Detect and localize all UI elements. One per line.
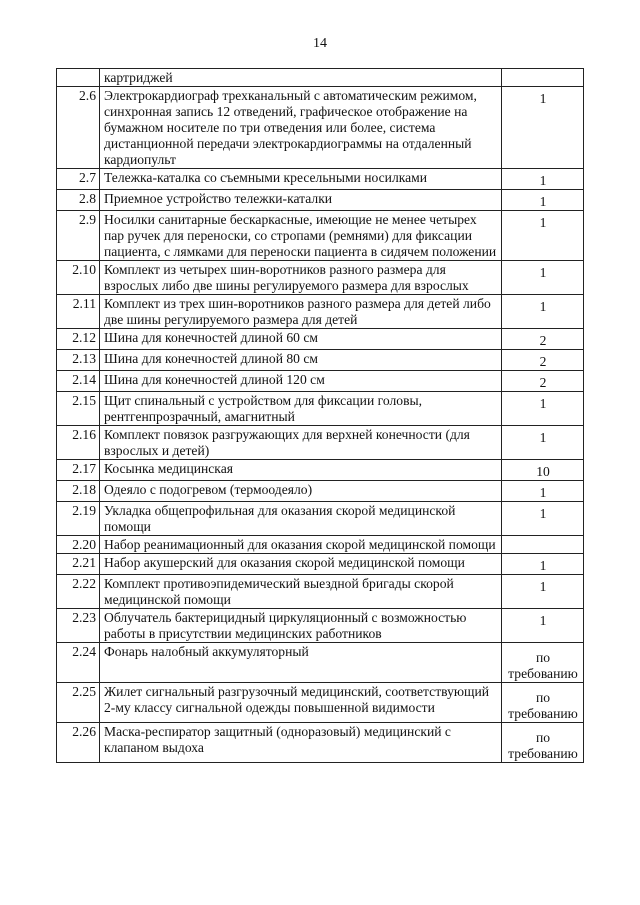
equipment-table-body: [57, 69, 584, 763]
item-quantity-cell: [502, 481, 584, 502]
item-quantity-cell: [502, 575, 584, 609]
item-name: Комплект повязок разгружающих для верхней конечности (для взрослых и детей): [100, 426, 502, 460]
item-quantity-cell: [502, 723, 584, 763]
item-number: 2.14: [57, 371, 100, 392]
item-number: 2.25: [57, 683, 100, 723]
item-quantity-cell: [502, 392, 584, 426]
item-name: Комплект из четырех шин-воротников разного размера для взрослых либо две шины регулируемого размера для взрослых: [100, 261, 502, 295]
item-quantity-cell: [502, 426, 584, 460]
item-quantity: 1: [539, 396, 547, 411]
item-quantity: 1: [539, 194, 547, 209]
table-row: [57, 683, 584, 723]
item-number: 2.26: [57, 723, 100, 763]
table-row: [57, 609, 584, 643]
item-name: Набор акушерский для оказания скорой медицинской помощи: [100, 554, 502, 575]
table-row: [57, 554, 584, 575]
item-name: Шина для конечностей длиной 80 см: [100, 350, 502, 371]
item-name: Шина для конечностей длиной 60 см: [100, 329, 502, 350]
item-name: Фонарь налобный аккумуляторный: [100, 643, 502, 683]
table-row: [57, 502, 584, 536]
item-number: 2.22: [57, 575, 100, 609]
table-row: [57, 190, 584, 211]
item-name: Облучатель бактерицидный циркуляционный с возможностью работы в присутствии медицинских работников: [100, 609, 502, 643]
table-row: [57, 460, 584, 481]
item-number: 2.8: [57, 190, 100, 211]
item-quantity: 2: [539, 375, 547, 390]
item-number: 2.12: [57, 329, 100, 350]
table-row: [57, 392, 584, 426]
item-name: Комплект противоэпидемический выездной бригады скорой медицинской помощи: [100, 575, 502, 609]
item-quantity-cell: [502, 190, 584, 211]
item-number: 2.24: [57, 643, 100, 683]
item-name: Щит спинальный с устройством для фиксации головы, рентгенпрозрачный, амагнитный: [100, 392, 502, 426]
item-number: 2.23: [57, 609, 100, 643]
item-quantity: 1: [539, 558, 547, 573]
item-name: Шина для конечностей длиной 120 см: [100, 371, 502, 392]
item-quantity: 1: [539, 299, 547, 314]
item-quantity-cell: [502, 502, 584, 536]
item-quantity-cell: [502, 609, 584, 643]
item-name: Комплект из трех шин-воротников разного размера для детей либо две шины регулируемого размера для детей: [100, 295, 502, 329]
item-name: Набор реанимационный для оказания скорой медицинской помощи: [100, 536, 502, 554]
table-row: [57, 169, 584, 190]
item-number: 2.20: [57, 536, 100, 554]
item-quantity: 2: [539, 333, 547, 348]
item-quantity: 1: [539, 613, 547, 628]
item-number: 2.17: [57, 460, 100, 481]
item-name: Маска-респиратор защитный (одноразовый) медицинский с клапаном выдоха: [100, 723, 502, 763]
item-quantity-cell: [502, 169, 584, 190]
item-quantity-cell: [502, 536, 584, 554]
table-row: [57, 261, 584, 295]
item-quantity-cell: [502, 371, 584, 392]
item-name: Косынка медицинская: [100, 460, 502, 481]
item-quantity: 1: [539, 579, 547, 594]
item-number: 2.13: [57, 350, 100, 371]
item-number: 2.19: [57, 502, 100, 536]
table-row: [57, 69, 584, 87]
table-row: [57, 643, 584, 683]
item-quantity-cell: [502, 69, 584, 87]
item-quantity-cell: [502, 211, 584, 261]
item-quantity: 1: [539, 430, 547, 445]
item-quantity: 1: [539, 173, 547, 188]
table-row: [57, 350, 584, 371]
page-number: 14: [313, 36, 327, 51]
item-quantity: 10: [536, 464, 550, 479]
item-number: 2.9: [57, 211, 100, 261]
item-number: 2.15: [57, 392, 100, 426]
item-quantity: по требованию: [508, 650, 578, 681]
item-quantity: 1: [539, 485, 547, 500]
item-quantity-cell: [502, 554, 584, 575]
item-quantity: по требованию: [508, 690, 578, 721]
item-number: [57, 69, 100, 87]
item-quantity: по требованию: [508, 730, 578, 761]
item-number: 2.11: [57, 295, 100, 329]
item-quantity: 1: [539, 265, 547, 280]
item-quantity-cell: [502, 683, 584, 723]
item-name: Приемное устройство тележки-каталки: [100, 190, 502, 211]
item-name: картриджей: [100, 69, 502, 87]
item-number: 2.10: [57, 261, 100, 295]
item-number: 2.7: [57, 169, 100, 190]
equipment-table: [56, 68, 584, 763]
table-row: [57, 536, 584, 554]
item-quantity-cell: [502, 350, 584, 371]
item-quantity: 1: [539, 91, 547, 106]
item-name: Электрокардиограф трехканальный с автоматическим режимом, синхронная запись 12 отведений, графическое отображение на бумажном носителе по три отведения или более, система дистанционной передачи электрокардиограммы на отдаленный кардиопульт: [100, 87, 502, 169]
item-quantity: 2: [539, 354, 547, 369]
table-row: [57, 426, 584, 460]
table-row: [57, 481, 584, 502]
item-quantity-cell: [502, 329, 584, 350]
table-row: [57, 87, 584, 169]
item-number: 2.21: [57, 554, 100, 575]
table-row: [57, 575, 584, 609]
table-row: [57, 329, 584, 350]
item-number: 2.16: [57, 426, 100, 460]
item-name: Носилки санитарные бескаркасные, имеющие не менее четырех пар ручек для переноски, со стропами (ремнями) для фиксации пациента, с лямками для переноски пациента в сидячем положении: [100, 211, 502, 261]
item-quantity-cell: [502, 295, 584, 329]
item-quantity-cell: [502, 261, 584, 295]
item-quantity-cell: [502, 643, 584, 683]
item-quantity-cell: [502, 460, 584, 481]
item-name: Жилет сигнальный разгрузочный медицинский, соответствующий 2-му классу сигнальной одежды повышенной видимости: [100, 683, 502, 723]
table-row: [57, 211, 584, 261]
item-quantity-cell: [502, 87, 584, 169]
item-number: 2.18: [57, 481, 100, 502]
item-name: Укладка общепрофильная для оказания скорой медицинской помощи: [100, 502, 502, 536]
item-name: Одеяло с подогревом (термоодеяло): [100, 481, 502, 502]
item-quantity: 1: [539, 215, 547, 230]
table-row: [57, 295, 584, 329]
table-row: [57, 371, 584, 392]
item-quantity: 1: [539, 506, 547, 521]
item-number: 2.6: [57, 87, 100, 169]
table-row: [57, 723, 584, 763]
item-name: Тележка-каталка со съемными кресельными носилками: [100, 169, 502, 190]
